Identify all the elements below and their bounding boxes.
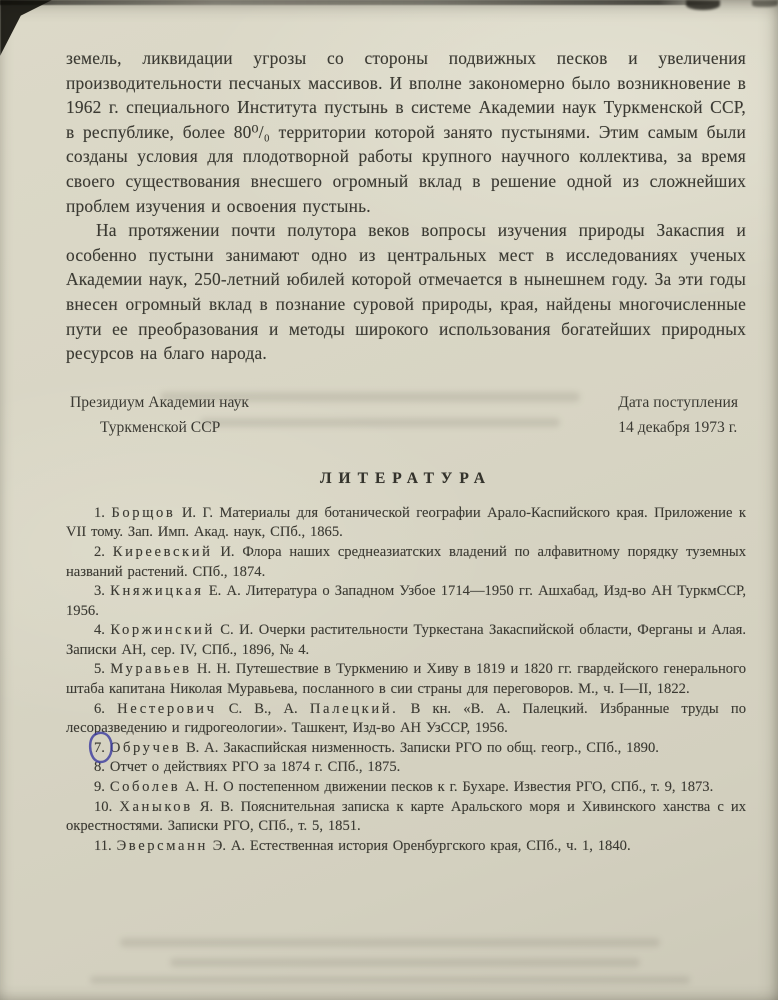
reference-text: Э. А. Естественная история Оренбургского края, СПб., ч. 1, 1840. [207, 837, 631, 854]
reference-text: В кн. «В. А. Палецкий. Избранные труды по лесоразведению и гидрогеологии». Ташкент, Изд-во АН УзССР, 1956. [66, 700, 746, 737]
reference-number: 4. [94, 622, 105, 639]
reference-item [66, 758, 746, 778]
references-list [66, 504, 746, 857]
author-name: Ханыков [119, 798, 193, 815]
reference-number: 9. [94, 779, 105, 796]
reference-item [66, 837, 746, 857]
reference-item [66, 504, 746, 543]
signature-issuer [66, 390, 249, 440]
submission-date-block [618, 390, 746, 440]
submission-date-value: 14 декабря 1973 г. [618, 418, 738, 436]
author-name: Борщов [111, 504, 176, 521]
author-name: Княжицкая [110, 583, 204, 600]
ink-showthrough [120, 938, 660, 947]
author-name: Палецкий. [309, 700, 399, 717]
signature-issuer-line2: Туркменской ССР [100, 418, 221, 436]
reference-number: 11. [94, 837, 112, 854]
reference-item [66, 778, 746, 798]
reference-text: А. Н. О постепенном движении песков к г. Бухаре. Известия РГО, СПб., т. 9, 1873. [180, 779, 714, 796]
reference-number: 1. [94, 504, 105, 521]
reference-number: 8. [94, 759, 105, 776]
page-content [66, 46, 746, 856]
author-name: Обручев [109, 739, 182, 756]
scan-edge-mark-top-right [686, 0, 720, 10]
literature-heading: ЛИТЕРАТУРА [320, 469, 492, 487]
submission-date-label: Дата поступления [618, 393, 738, 411]
reference-text: С. В., А. [216, 700, 310, 717]
scan-edge-shadow-top [0, 0, 716, 5]
pen-circle-annotation-icon [83, 728, 119, 768]
reference-text: Я. В. Пояснительная записка к карте Аральского моря и Хивинского ханства с их окрестностями. Записки РГО, СПб., т. 5, 1851. [66, 798, 746, 835]
ink-showthrough [170, 958, 640, 967]
body-paragraph-1: земель, ликвидации угрозы со стороны подвижных песков и увеличения производительности песчаных массивов. И вполне закономерно было возникновение в 1962 г. специального Института пустынь в системе Академии наук Туркменской ССР, в республике, более 80⁰/₀ территории которой занято пустынями. Этим самым были созданы условия для плодотворной работы крупного научного коллектива, за время своего существования внесшего огромный вклад в решение одной из сложнейших проблем изучения и освоения пустынь. [66, 48, 746, 216]
reference-number-circled: 7. [94, 739, 105, 759]
ink-showthrough [90, 976, 690, 984]
reference-item [66, 621, 746, 660]
body-paragraph-2: На протяжении почти полутора веков вопросы изучения природы Закаспия и особенно пустыни занимают одно из центральных мест в исследованиях ученых Академии наук, 250-летний юбилей которой отмечается в нынешнем году. За эти годы внесен огромный вклад в познание суровой природы, края, найдены многочисленные пути ее преобразования и методы широкого использования богатейших природных ресурсов на благо народа. [66, 220, 746, 364]
reference-item [66, 543, 746, 582]
author-name: Муравьев [110, 661, 192, 678]
reference-text: И. Г. Материалы для ботанической географии Арало-Каспийского края. Приложение к VII тому. Зап. Имп. Акад. наук, СПб., 1865. [66, 504, 746, 541]
reference-item [66, 700, 746, 739]
scan-corner-mark-top-right [752, 0, 778, 7]
scan-corner-mark-top-left [0, 0, 52, 56]
reference-text: С. И. Очерки растительности Туркестана Закаспийской области, Ферганы и Алая. Записки АН, сер. IV, СПб., 1896, № 4. [66, 622, 746, 658]
reference-item [66, 582, 746, 621]
reference-number: 2. [94, 543, 105, 560]
author-name: Киреевский [112, 543, 213, 560]
reference-text: Е. А. Литература о Западном Узбое 1714—1950 гг. Ашхабад, Изд-во АН ТуркмССР, 1956. [66, 583, 746, 619]
reference-text: В. А. Закаспийская низменность. Записки РГО по общ. геогр., СПб., 1890. [181, 739, 659, 756]
reference-item [66, 660, 746, 699]
reference-number: 5. [94, 661, 105, 678]
reference-number: 3. [94, 583, 105, 600]
author-name: Соболев [109, 779, 181, 796]
reference-item [66, 739, 746, 759]
author-name: Эверсманн [116, 837, 208, 854]
reference-text: И. Флора наших среднеазиатских владений по алфавитному порядку туземных названий растений. СПб., 1874. [66, 543, 746, 580]
signature-block [66, 390, 746, 440]
reference-text: Н. Н. Путешествие в Туркмению и Хиву в 1819 и 1820 гг. гвардейского генерального штаба капитана Николая Муравьева, посланного в сии страны для переговоров. М., ч. I—II, 1822. [66, 661, 746, 698]
reference-text: Отчет о действиях РГО за 1874 г. СПб., 1875. [109, 759, 401, 776]
reference-number: 6. [94, 700, 105, 717]
signature-issuer-line1: Президиум Академии наук [70, 393, 249, 411]
author-name: Нестерович [117, 700, 217, 717]
author-name: Коржинский [110, 622, 215, 639]
reference-number: 10. [94, 798, 113, 815]
reference-item [66, 798, 746, 837]
